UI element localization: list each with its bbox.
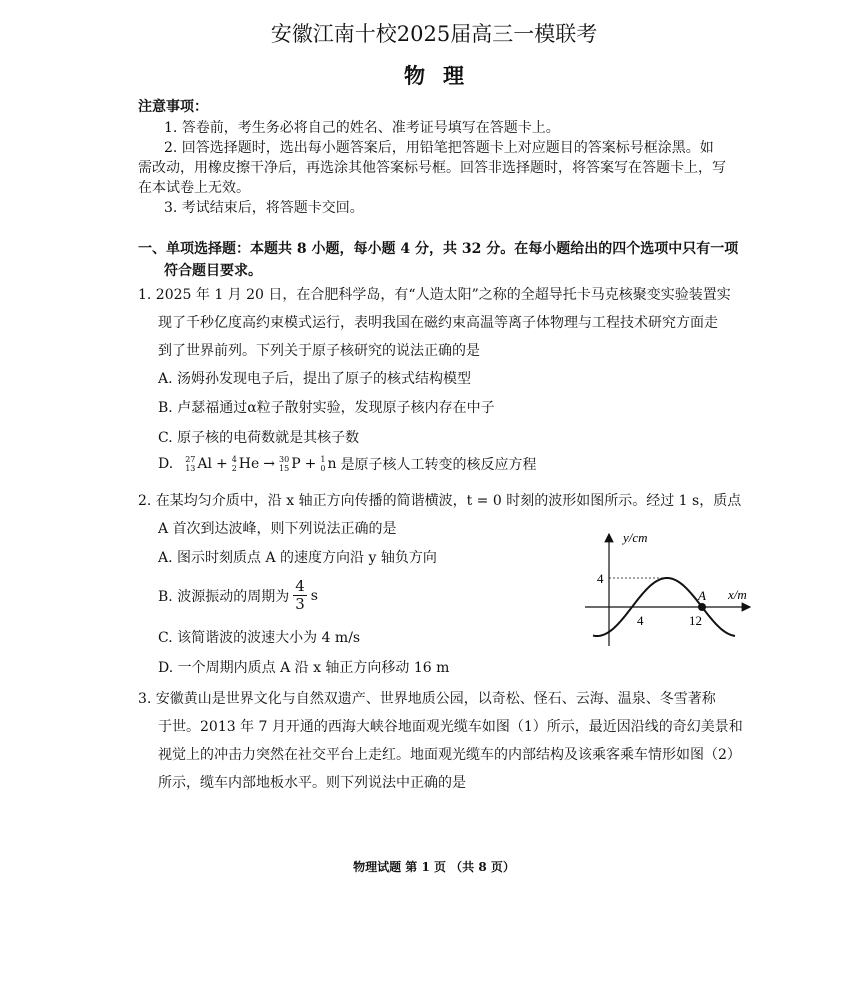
plus-sign-2: + (304, 456, 317, 472)
wave-graph (585, 528, 760, 653)
q1-option-a: A. 汤姆孙发现电子后，提出了原子的核式结构模型 (158, 371, 472, 387)
nuclide-n (320, 455, 336, 473)
nuclide-al (185, 455, 212, 473)
exam-title: 安徽江南十校2025届高三一模联考 (270, 22, 598, 46)
q3-stem-line1: 3. 安徽黄山是世界文化与自然双遗产、世界地质公园，以奇松、怪石、云海、温泉、冬雪著称 (138, 691, 716, 707)
q1-option-b: B. 卢瑟福通过α粒子散射实验，发现原子核内存在中子 (158, 400, 495, 416)
point-a-label: A (698, 588, 706, 603)
period-unit: s (310, 587, 318, 604)
q1-stem-line2: 现了千秒亿度高约束模式运行，表明我国在磁约束高温等离子体物理与工程技术研究方面走 (158, 315, 718, 331)
nuclide-p-z: 15 (279, 464, 290, 473)
q1-stem-line3: 到了世界前列。下列关于原子核研究的说法正确的是 (158, 343, 480, 359)
page-footer: 物理试题 第 1 页 （共 8 页） (353, 860, 515, 874)
q2-option-d: D. 一个周期内质点 A 沿 x 轴正方向移动 16 m (158, 660, 450, 676)
notice-item-3: 3. 考试结束后，将答题卡交回。 (164, 200, 364, 216)
q1-option-d (158, 454, 537, 474)
q1-option-d-text: 是原子核人工转变的核反应方程 (340, 457, 537, 473)
nuclide-he-z: 2 (231, 464, 237, 473)
notice-item-2-line3: 在本试卷上无效。 (138, 180, 250, 196)
nuclide-n-z: 0 (320, 464, 326, 473)
notice-item-1: 1. 答卷前，考生务必将自己的姓名、准考证号填写在答题卡上。 (164, 120, 560, 136)
q2-stem-line2: A 首次到达波峰，则下列说法正确的是 (158, 521, 397, 537)
nuclide-al-mass: 27 (185, 455, 196, 464)
q3-stem-line2: 于世。2013 年 7 月开通的西海大峡谷地面观光缆车如图（1）所示，最近因沿线的奇幻美景和 (158, 719, 743, 735)
notice-heading: 注意事项： (138, 99, 208, 115)
nuclide-al-symbol: Al (197, 456, 212, 472)
q1-stem-line1: 1. 2025 年 1 月 20 日，在合肥科学岛，有“人造太阳”之称的全超导托卡马克核聚变实验装置实 (138, 287, 731, 303)
q2-option-b-text: B. 波源振动的周期为 (158, 588, 290, 605)
q2-option-c: C. 该简谐波的波速大小为 4 m/s (158, 630, 361, 646)
nuclide-n-mass: 1 (320, 455, 326, 464)
nuclide-n-symbol: n (327, 456, 337, 472)
nuclide-he-symbol: He (238, 456, 260, 472)
x-tick-12: 12 (689, 613, 702, 628)
period-denominator: 3 (295, 595, 305, 613)
y-tick-4: 4 (597, 571, 604, 586)
nuclide-he (232, 455, 260, 473)
notice-item-2-line1: 2. 回答选择题时，选出每小题答案后，用铅笔把答题卡上对应题目的答案标号框涂黑。如 (164, 140, 714, 156)
x-axis-label: x/m (728, 587, 747, 602)
section-heading-line2: 符合题目要求。 (164, 263, 262, 279)
y-axis-label: y/cm (623, 530, 648, 545)
notice-item-2-line2: 需改动，用橡皮擦干净后，再选涂其他答案标号框。回答非选择题时，将答案写在答题卡上，写 (138, 160, 726, 176)
point-a (698, 603, 706, 611)
q2-option-b (158, 578, 318, 613)
q3-stem-line4: 所示，缆车内部地板水平。则下列说法中正确的是 (158, 775, 466, 791)
period-numerator: 4 (295, 577, 305, 595)
q2-option-a: A. 图示时刻质点 A 的速度方向沿 y 轴负方向 (158, 550, 437, 566)
nuclide-p (279, 455, 301, 473)
x-tick-4: 4 (637, 613, 644, 628)
nuclide-al-z: 13 (185, 464, 196, 473)
subject-title: 物理 (404, 63, 482, 88)
nuclide-he-mass: 4 (231, 455, 237, 464)
q3-stem-line3: 视觉上的冲击力突然在社交平台上走红。地面观光缆车的内部结构及该乘客乘车情形如图（2） (158, 747, 741, 763)
plus-sign-1: + (215, 456, 228, 472)
nuclide-p-symbol: P (291, 456, 301, 472)
period-fraction (293, 578, 307, 613)
q2-stem-line1: 2. 在某均匀介质中，沿 x 轴正方向传播的简谐横波，t = 0 时刻的波形如图所示。经过 1 s，质点 (138, 493, 742, 509)
q1-option-d-label: D. (158, 456, 174, 472)
section-heading-line1: 一、单项选择题：本题共 8 小题，每小题 4 分，共 32 分。在每小题给出的四个选项中只有一项 (138, 241, 739, 257)
nuclide-p-mass: 30 (279, 455, 290, 464)
reaction-arrow: → (263, 456, 276, 472)
q1-option-c: C. 原子核的电荷数就是其核子数 (158, 430, 360, 446)
